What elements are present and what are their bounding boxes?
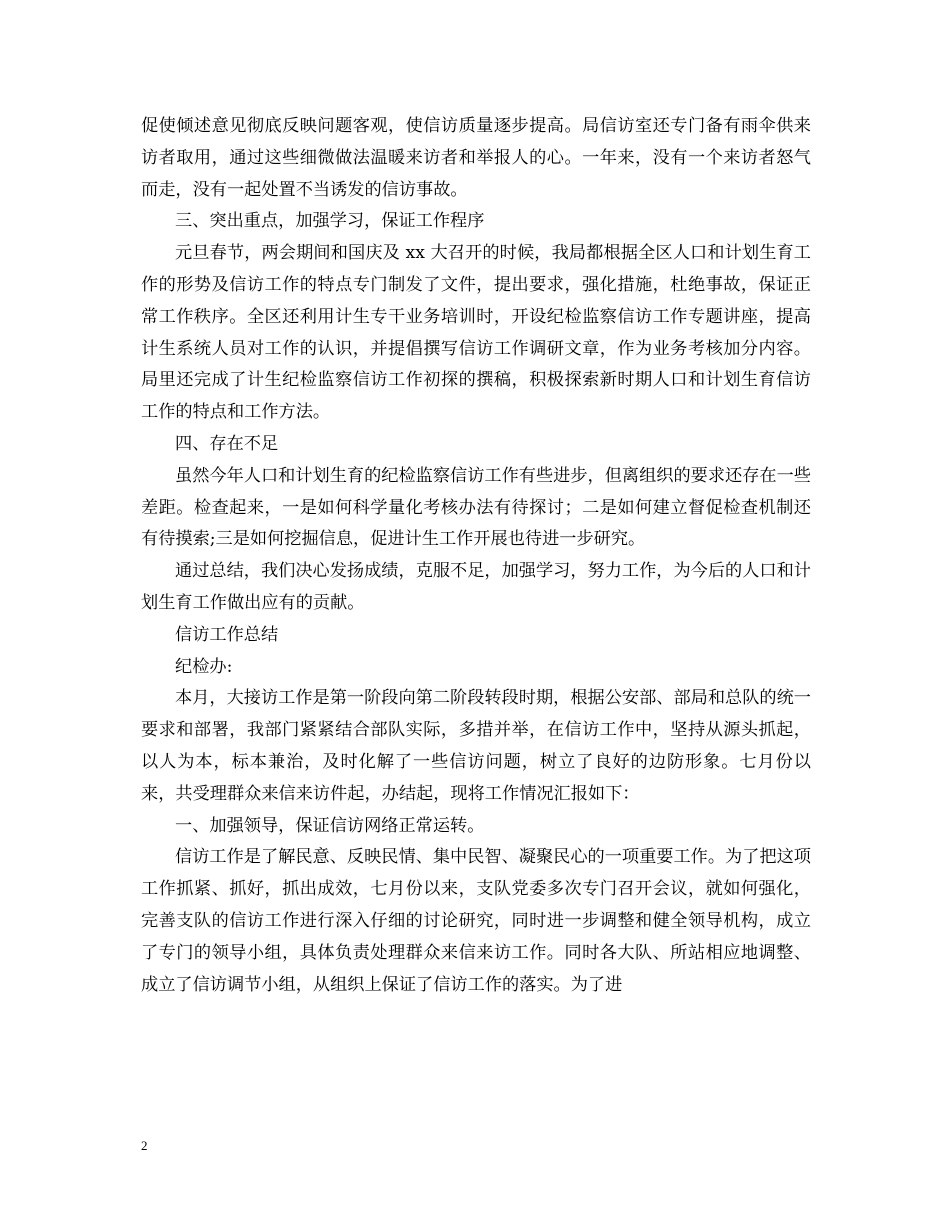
paragraph: 通过总结，我们决心发扬成绩，克服不足，加强学习，努力工作，为今后的人口和计划生育工作做出应有的贡献。 [141,561,811,613]
document-body [141,111,811,1001]
paragraph-continuation: 促使倾述意见彻底反映问题客观，使信访质量逐步提高。局信访室还专门备有雨伞供来访者取用，通过这些细微做法温暖来访者和举报人的心。一年来，没有一个来访者怒气而走，没有一起处置不当诱发的信访事故。 [141,116,811,200]
page-number: 2 [141,1138,148,1153]
paragraph: 虽然今年人口和计划生育的纪检监察信访工作有些进步，但离组织的要求还存在一些差距。检查起来，一是如何科学量化考核办法有待探讨；二是如何建立督促检查机制还有待摸索;三是如何挖掘信息，促进计生工作开展也待进一步研究。 [141,465,811,550]
section-heading-3: 三、突出重点，加强学习，保证工作程序 [175,211,485,232]
section-heading-1: 一、加强领导，保证信访网络正常运转。 [175,815,485,836]
paragraph: 元旦春节，两会期间和国庆及 xx 大召开的时候，我局都根据全区人口和计划生育工作的形势及信访工作的特点专门制发了文件，提出要求，强化措施，杜绝事故，保证正常工作秩序。全区还利用计生专干业务培训时，开设纪检监察信访工作专题讲座，提高计生系统人员对工作的认识，并提倡撰写信访工作调研文章，作为业务考核加分内容。局里还完成了计生纪检监察信访工作初探的撰稿，积极探索新时期人口和计划生育信访工作的特点和工作方法。 [141,243,811,423]
paragraph: 信访工作是了解民意、反映民情、集中民智、凝聚民心的一项重要工作。为了把这项工作抓紧、抓好，抓出成效，七月份以来，支队党委多次专门召开会议，就如何强化，完善支队的信访工作进行深入仔细的讨论研究，同时进一步调整和健全领导机构，成立了专门的领导小组，具体负责处理群众来信来访工作。同时各大队、所站相应地调整、成立了信访调节小组，从组织上保证了信访工作的落实。为了进 [141,847,811,995]
document-title: 信访工作总结 [175,624,279,645]
paragraph: 本月，大接访工作是第一阶段向第二阶段转段时期，根据公安部、部局和总队的统一要求和部署，我部门紧紧结合部队实际，多措并举，在信访工作中，坚持从源头抓起，以人为本，标本兼治，及时化解了一些信访问题，树立了良好的边防形象。七月份以来，共受理群众来信来访件起，办结起，现将工作情况汇报如下： [141,688,811,804]
addressee: 纪检办: [175,656,233,677]
section-heading-4: 四、存在不足 [175,433,279,454]
